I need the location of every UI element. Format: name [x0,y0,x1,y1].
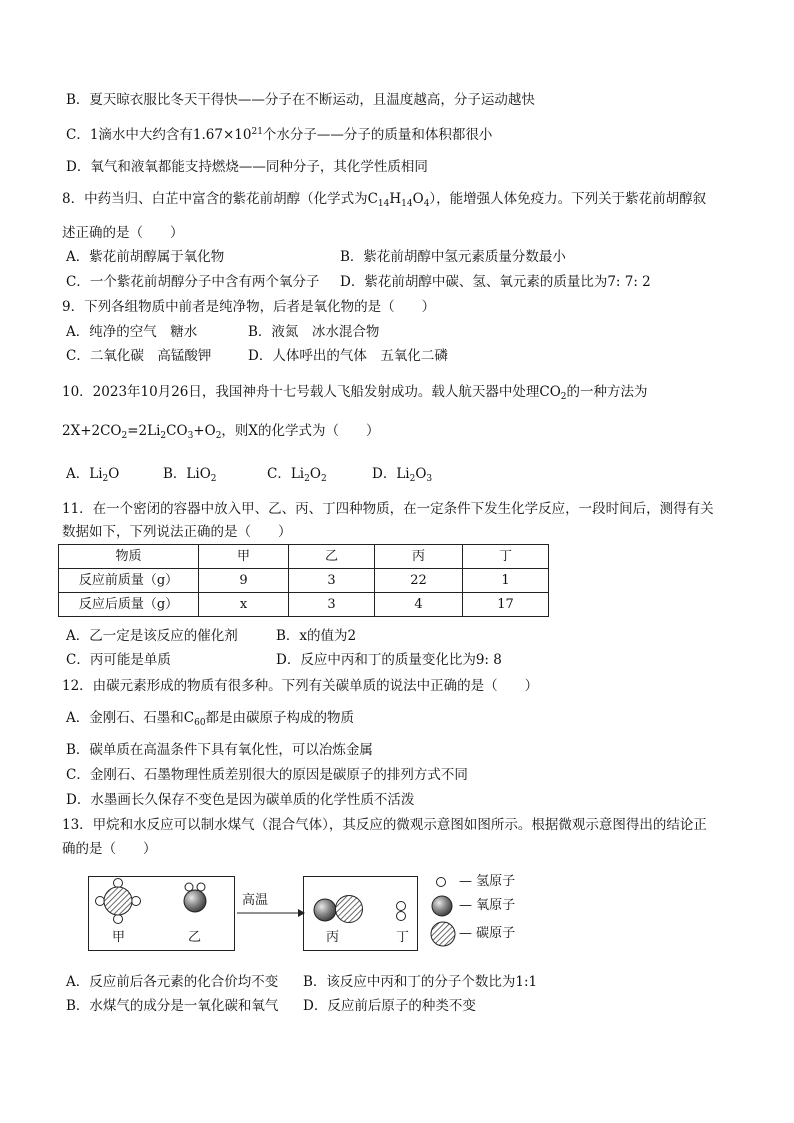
table-row [59,593,549,617]
q12-option-a: A．金刚石、石墨和$C_{60}$都是由碳原子构成的物质 [66,710,355,728]
label-ding: 丁 [396,930,410,945]
q10-option-c: C．$Li_2O_2$ [267,466,327,484]
q9-option-a: A．纯净的空气 糖水 [66,324,198,340]
water-molecule [184,883,206,912]
carbon-monoxide-molecule [314,896,363,923]
legend-carbon: — 碳原子 [459,926,516,941]
oxygen-atom-icon [432,896,452,916]
q8-option-a: A．紫花前胡醇属于氧化物 [66,249,225,265]
table-header-cell: 丁 [463,545,549,569]
table-row [59,569,549,593]
q11-option-c: C．丙可能是单质 [66,652,171,668]
q10-option-b: B．LiO$_2$ [163,466,217,484]
q7-option-d: D．氧气和液氧都能支持燃烧——同种分子，其化学性质相同 [66,159,428,175]
q8-option-b: B．紫花前胡醇中氢元素质量分数最小 [340,249,566,265]
legend-atoms [431,878,455,947]
q12-stem: 12．由碳元素形成的物质有很多种。下列有关碳单质的说法中正确的是（ ） [62,678,539,694]
q9-option-b: B．液氮 冰水混合物 [248,324,380,340]
q13-option-c: B．水煤气的成分是一氧化碳和氧气 [66,998,279,1014]
q10-option-a: A．$Li_2O$ [66,466,120,484]
q13-stem: 13．甲烷和水反应可以制水煤气（混合气体），其反应的微观示意图如图所示。根据微观示意图得出的结论正 [62,817,707,833]
label-jia: 甲 [112,930,126,945]
q10-equation: $2X+2CO_2=2Li_2CO_3+O_2$，则X的化学式为（ ） [62,423,380,441]
q13-option-a: A．反应前后各元素的化合价均不变 [66,974,279,990]
reaction-micro-diagram [88,866,558,956]
hydrogen-atom-icon [437,878,446,887]
q10-stem: 10．2023年10月26日，我国神舟十七号载人飞船发射成功。载人航天器中处理$CO_2$的一种方法为 [62,384,648,402]
carbon-atom-icon [431,922,455,946]
table-cell: 4 [375,593,463,617]
q8-option-c: C．一个紫花前胡醇分子中含有两个氧分子 [66,274,320,290]
q8-stem-line2: 述正确的是（ ） [62,225,184,241]
reactant-box [89,877,235,951]
label-yi: 乙 [188,930,202,945]
hydrogen-molecule [397,902,406,921]
q13-stem-line2: 确的是（ ） [62,841,157,857]
q7-option-b: B．夏天晾衣服比冬天干得快——分子在不断运动，且温度越高，分子运动越快 [66,92,535,108]
label-bing: 丙 [326,930,340,945]
q8-stem: 8．中药当归、白芷中富含的紫花前胡醇（化学式为$C_{14}H_{14}O_4$），能增强人体免疫力。下列关于紫花前胡醇叙 [62,191,707,209]
q11-stem-line2: 数据如下，下列说法正确的是（ ） [62,524,292,540]
q13-option-b: B．该反应中丙和丁的分子个数比为1:1 [303,974,538,990]
table-cell: x [199,593,289,617]
q12-option-c: C．金刚石、石墨物理性质差别很大的原因是碳原子的排列方式不同 [66,767,468,783]
q9-option-c: C．二氧化碳 高锰酸钾 [66,348,212,364]
q7-option-c: C．1滴水中大约含有$1.67\times 10^{21}$个水分子——分子的质量和体积都很小 [66,127,493,143]
table-cell: 1 [463,569,549,593]
q10-option-d: D．$Li_2O_3$ [372,466,433,484]
table-cell: 9 [199,569,289,593]
table-cell: 22 [375,569,463,593]
table-cell: 3 [289,593,375,617]
q11-option-d: D．反应中丙和丁的质量变化比为9: 8 [276,652,502,668]
q11-stem: 11．在一个密闭的容器中放入甲、乙、丙、丁四种物质，在一定条件下发生化学反应，一段时间后，测得有关 [62,501,714,517]
legend-hydrogen: — 氢原子 [459,874,516,889]
table-cell: 17 [463,593,549,617]
q11-option-a: A．乙一定是该反应的催化剂 [66,628,238,644]
table-cell: 3 [289,569,375,593]
table-header-row [59,545,549,569]
q9-stem: 9．下列各组物质中前者是纯净物，后者是氧化物的是（ ） [62,299,436,315]
q11-data-table [58,544,549,617]
legend-oxygen: — 氧原子 [459,898,516,913]
q11-option-b: B．x的值为2 [276,628,357,644]
table-cell: 反应后质量（g） [59,593,199,617]
q9-option-d: D．人体呼出的气体 五氧化二磷 [248,348,448,364]
q8-option-d: D．紫花前胡醇中碳、氢、氧元素的质量比为7: 7: 2 [340,274,651,290]
arrow-label: 高温 [242,893,269,908]
reaction-arrow [237,909,305,917]
q12-option-d: D．水墨画长久保存不变色是因为碳单质的化学性质不活泼 [66,792,415,808]
table-header-cell: 乙 [289,545,375,569]
table-header-cell: 丙 [375,545,463,569]
q13-option-d: D．反应前后原子的种类不变 [303,998,476,1014]
table-header-cell: 甲 [199,545,289,569]
table-cell: 反应前质量（g） [59,569,199,593]
table-header-cell: 物质 [59,545,199,569]
q12-option-b: B．碳单质在高温条件下具有氧化性，可以冶炼金属 [66,742,373,758]
methane-molecule [96,879,141,924]
